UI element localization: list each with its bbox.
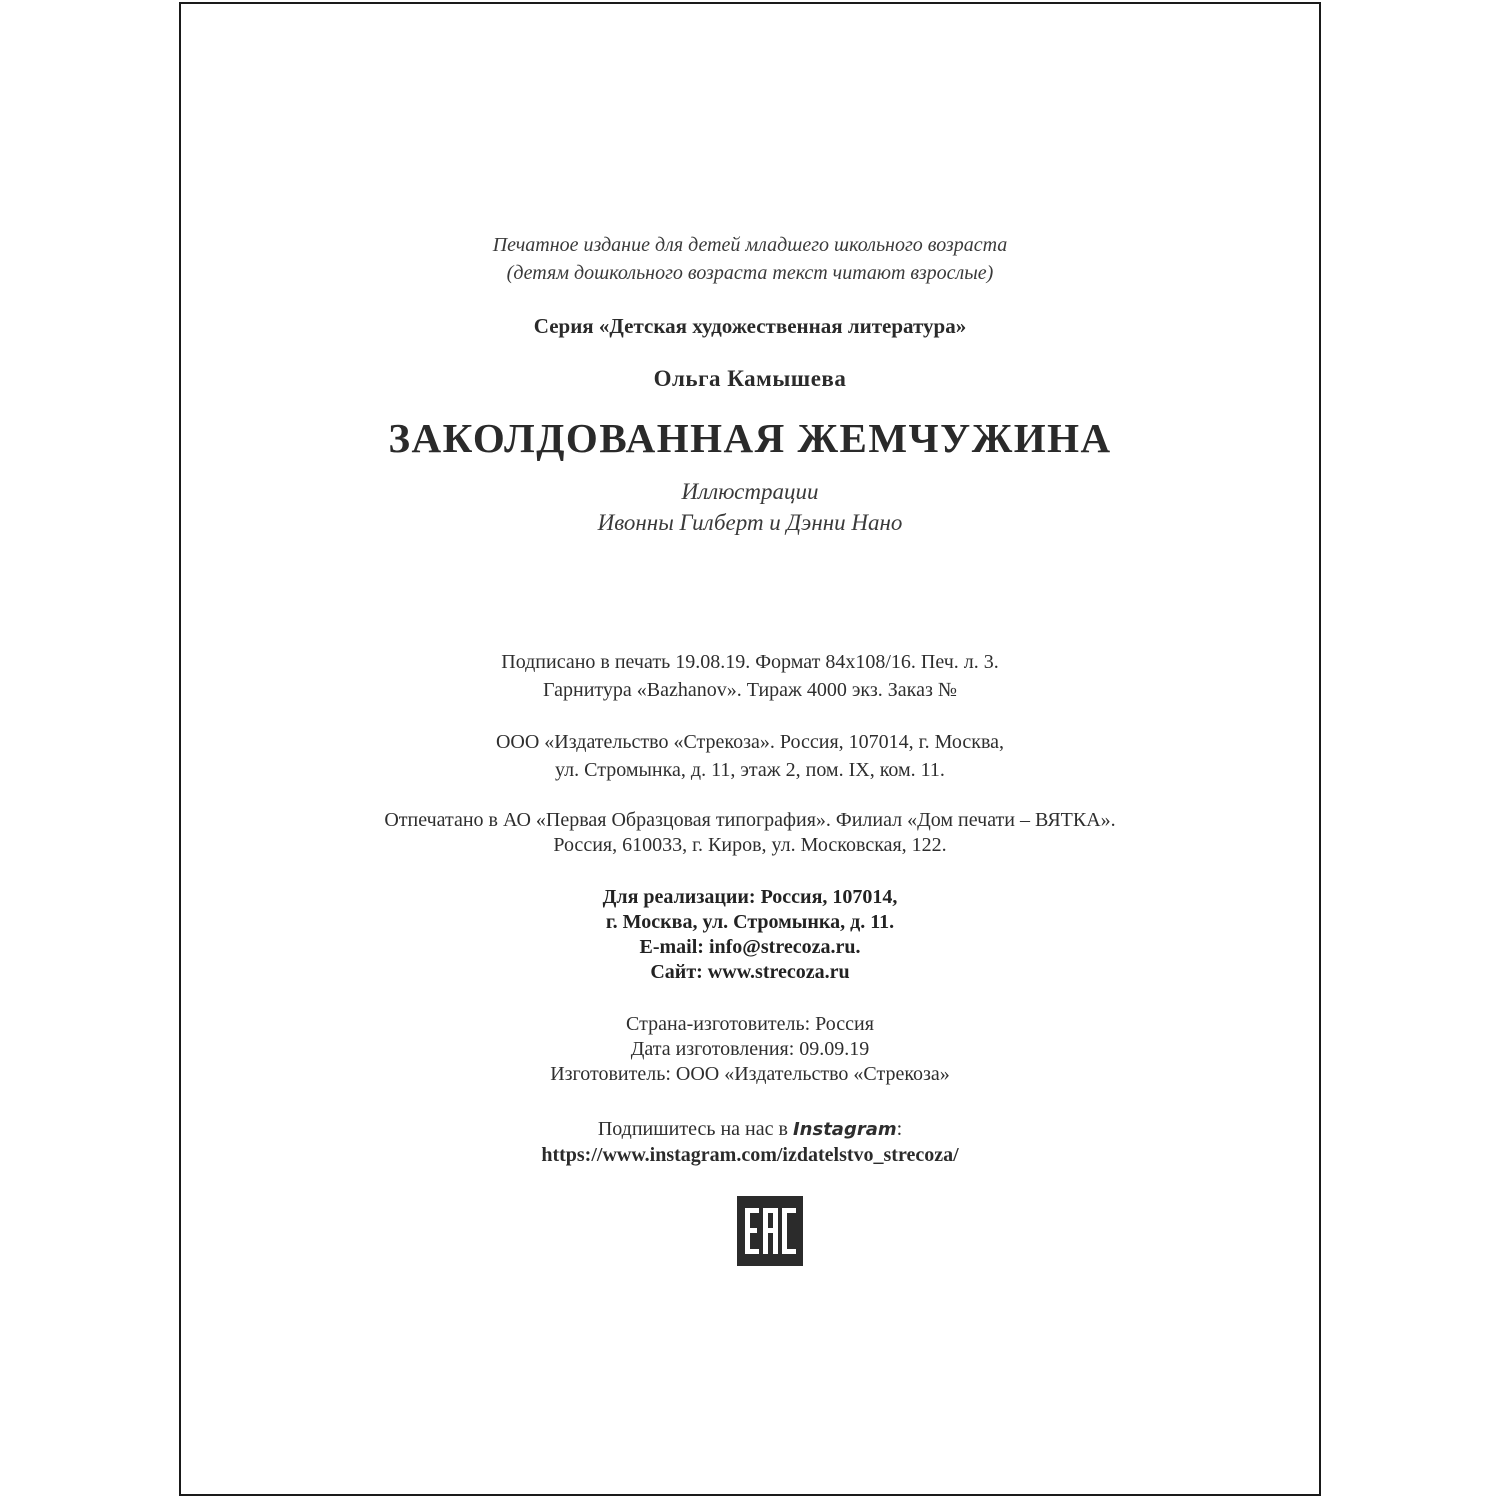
sales-line-2: г. Москва, ул. Стромынка, д. 11.	[605, 911, 895, 933]
sales-line-1: Для реализации: Россия, 107014,	[602, 886, 898, 908]
illustrations-artists: Ивонны Гилберт и Дэнни Нано	[597, 510, 903, 535]
manufacture-date: Дата изготовления: 09.09.19	[630, 1038, 870, 1060]
book-title: ЗАКОЛДОВАННАЯ ЖЕМЧУЖИНА	[388, 415, 1112, 461]
printer-line-1: Отпечатано в АО «Первая Образцовая типография». Филиал «Дом печати – ВЯТКА».	[384, 809, 1116, 831]
book-imprint-page	[179, 2, 1321, 1496]
instagram-suffix: :	[896, 1118, 903, 1140]
audience-line-2: (детям дошкольного возраста текст читают взрослые)	[506, 262, 994, 284]
author-name: Ольга Камышева	[653, 366, 847, 391]
series-title: Серия «Детская художественная литература»	[533, 314, 967, 338]
publisher-line-2: ул. Стромынка, д. 11, этаж 2, пом. IX, ком. 11.	[555, 759, 945, 781]
instagram-invite	[181, 1118, 1319, 1141]
print-info-line-1: Подписано в печать 19.08.19. Формат 84х108/16. Печ. л. 3.	[501, 651, 999, 673]
sales-email: E-mail: info@strecoza.ru.	[639, 936, 861, 958]
publisher-line-1: ООО «Издательство «Стрекоза». Россия, 107014, г. Москва,	[495, 731, 1005, 753]
eac-certification-icon	[737, 1196, 803, 1266]
instagram-prefix: Подпишитесь на нас в	[597, 1118, 793, 1140]
print-info-line-2: Гарнитура «Bazhanov». Тираж 4000 экз. Заказ №	[543, 679, 957, 701]
illustrations-label: Иллюстрации	[681, 479, 819, 504]
eac-mark-graphic	[737, 1196, 803, 1266]
manufacturer: Изготовитель: ООО «Издательство «Стрекоза»	[550, 1063, 950, 1085]
printer-line-2: Россия, 610033, г. Киров, ул. Московская, 122.	[553, 834, 947, 856]
audience-line-1: Печатное издание для детей младшего школьного возраста	[492, 234, 1008, 256]
instagram-brand: Instagram	[792, 1119, 897, 1140]
sales-website: Сайт: www.strecoza.ru	[650, 961, 850, 983]
country-of-origin: Страна-изготовитель: Россия	[626, 1013, 874, 1035]
instagram-url[interactable]: https://www.instagram.com/izdatelstvo_strecoza/	[541, 1144, 959, 1166]
